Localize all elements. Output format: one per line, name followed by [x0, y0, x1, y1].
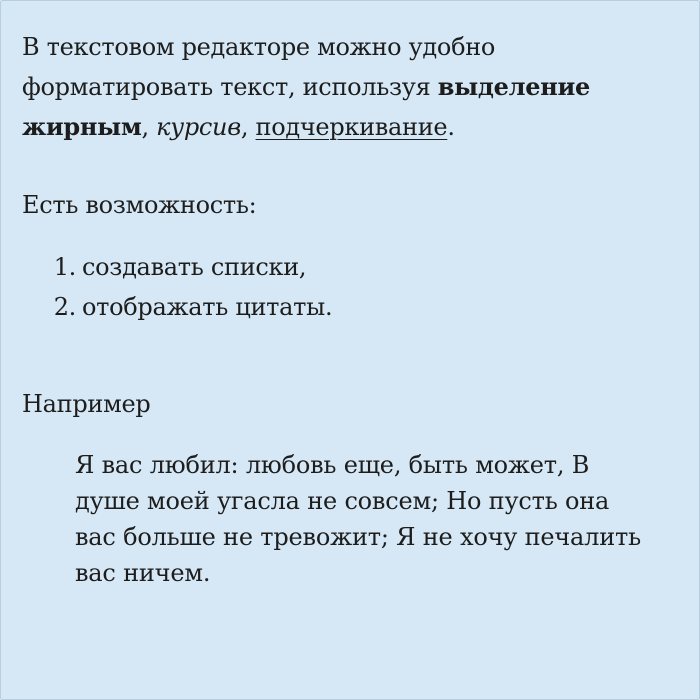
underline-text: подчеркивание	[255, 113, 448, 141]
list-item-text: отображать цитаты.	[82, 293, 333, 321]
list-item-number: 2.	[53, 293, 76, 321]
features-heading: Есть возможность:	[22, 191, 257, 219]
list-item	[22, 287, 681, 327]
intro-end: .	[447, 113, 455, 141]
separator-2: ,	[240, 113, 256, 141]
list-item-text: создавать списки,	[82, 253, 307, 281]
intro-paragraph	[22, 27, 681, 147]
list-item	[22, 247, 681, 287]
bold-text: выделение жирным	[22, 72, 590, 141]
intro-text: В текстовом редакторе можно удобно форматировать текст, используя	[22, 33, 496, 101]
separator-1: ,	[141, 113, 157, 141]
blockquote: Я вас любил: любовь еще, быть может, В душе моей угасла не совсем; Но пусть она вас больше не тревожит; Я не хочу печалить вас ничем.	[75, 451, 641, 587]
list-item-number: 1.	[53, 253, 76, 281]
example-heading: Например	[22, 390, 151, 418]
numbered-list	[22, 247, 681, 327]
italic-text: курсив	[156, 113, 241, 141]
